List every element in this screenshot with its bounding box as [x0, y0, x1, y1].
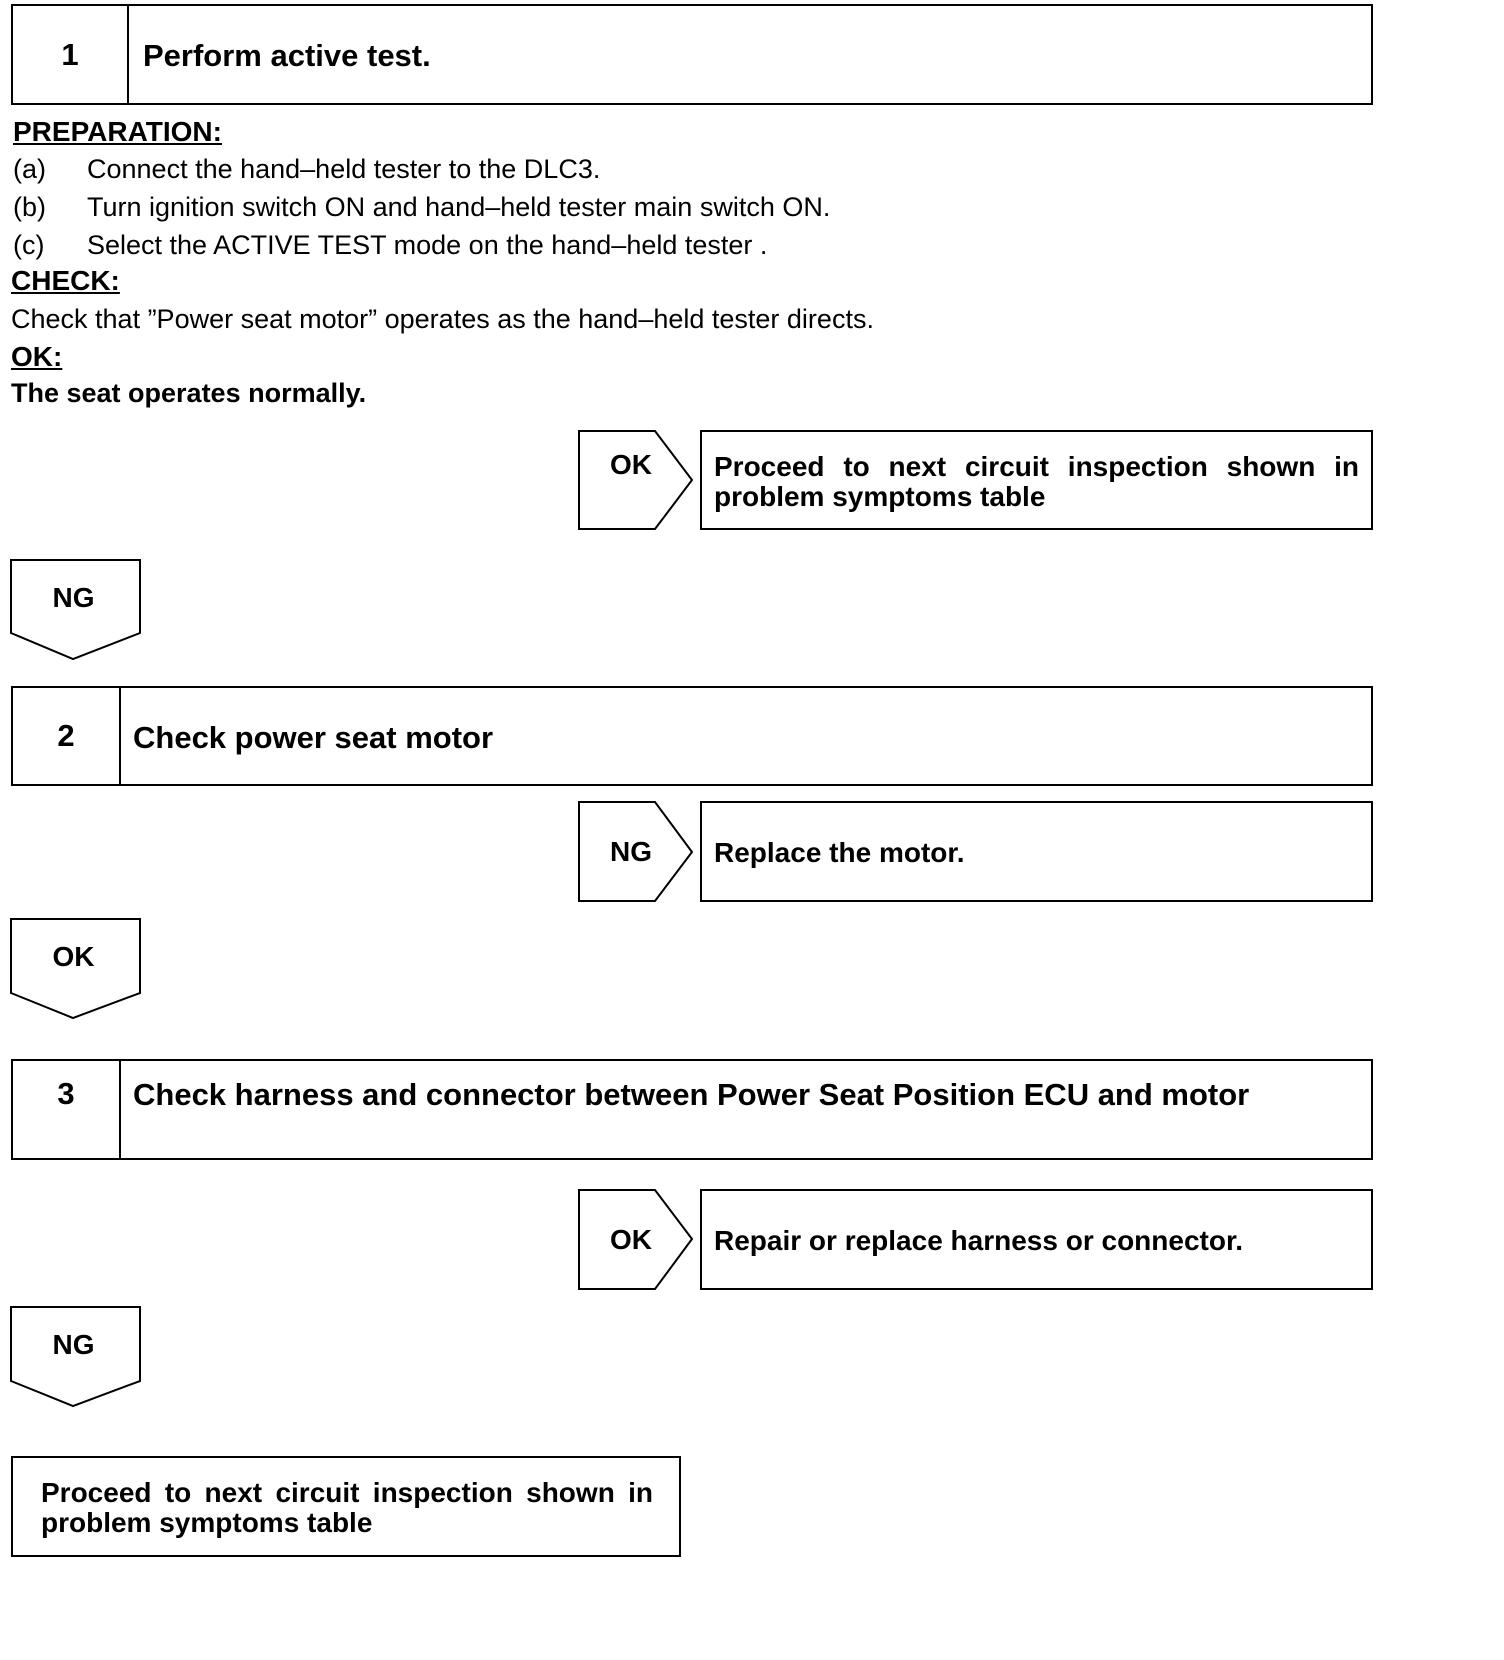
step-3-box	[11, 1059, 1373, 1160]
preparation-heading: PREPARATION:	[13, 116, 222, 147]
prep-a-text: Connect the hand–held tester to the DLC3.	[87, 154, 601, 184]
step-2-box	[11, 686, 1373, 786]
step-1-title: Perform active test.	[143, 38, 431, 73]
prep-b-text: Turn ignition switch ON and hand–held tester main switch ON.	[87, 192, 831, 222]
prep-a-label: (a)	[13, 154, 46, 184]
step-2-title: Check power seat motor	[133, 720, 494, 755]
branch-2-label: NG	[610, 836, 652, 867]
check-heading: CHECK:	[11, 265, 120, 296]
step-1-number: 1	[13, 6, 129, 103]
branch-3-result: Repair or replace harness or connector.	[700, 1189, 1373, 1290]
prep-c-label: (c)	[13, 230, 45, 260]
branch-2-result: Replace the motor.	[700, 801, 1373, 902]
step-3-title: Check harness and connector between Power Seat Position ECU and motor	[133, 1077, 1250, 1112]
step-3-number: 3	[13, 1061, 121, 1158]
check-text: Check that ”Power seat motor” operates as the hand–held tester directs.	[11, 304, 874, 334]
final-result-box: Proceed to next circuit inspection shown in problem symptoms table	[11, 1456, 681, 1557]
prep-b-label: (b)	[13, 192, 46, 222]
branch-1-label: OK	[610, 449, 652, 480]
branch-1-result: Proceed to next circuit inspection shown in problem symptoms table	[700, 430, 1373, 530]
step-2-number: 2	[13, 688, 121, 784]
ok-heading: OK:	[11, 341, 63, 372]
down-arrow-1-label: NG	[52, 582, 95, 613]
step-1-box	[11, 4, 1373, 105]
prep-c-text: Select the ACTIVE TEST mode on the hand–held tester .	[87, 230, 768, 260]
branch-3-label: OK	[610, 1224, 652, 1255]
down-arrow-3	[0, 0, 1, 1]
down-arrow-2-label: OK	[52, 941, 95, 972]
down-arrow-3-label: NG	[52, 1329, 95, 1360]
ok-text: The seat operates normally.	[11, 378, 367, 408]
